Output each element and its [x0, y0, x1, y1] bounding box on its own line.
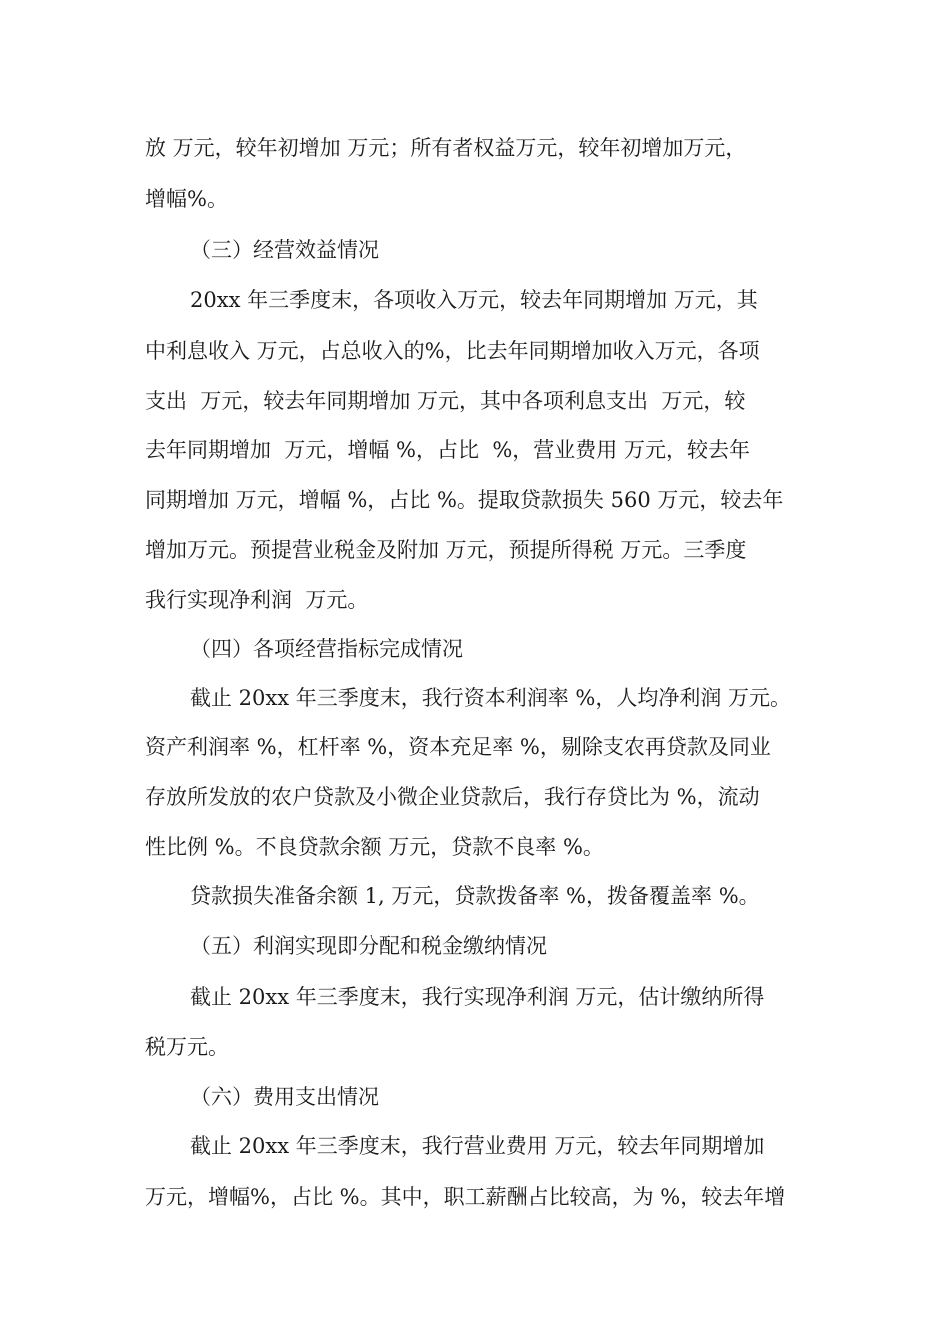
paragraph-line: 性比例 %。不良贷款余额 万元，贷款不良率 %。 — [145, 835, 604, 859]
section-heading: （三）经营效益情况 — [190, 238, 379, 262]
paragraph-line: 万元，增幅%，占比 %。其中，职工薪酬占比较高，为 %，较去年增 — [145, 1185, 786, 1209]
paragraph-line: 税万元。 — [145, 1035, 229, 1059]
section-heading: （六）费用支出情况 — [190, 1085, 379, 1109]
paragraph-line: 截止 20xx 年三季度末，我行资本利润率 %，人均净利润 万元。 — [190, 686, 792, 710]
paragraph-line: 支出 万元，较去年同期增加 万元，其中各项利息支出 万元，较 — [145, 389, 746, 413]
paragraph-line: 放 万元，较年初增加 万元；所有者权益万元，较年初增加万元， — [145, 136, 747, 160]
paragraph-line: 截止 20xx 年三季度末，我行实现净利润 万元，估计缴纳所得 — [190, 985, 765, 1009]
paragraph-line: 去年同期增加 万元，增幅 %，占比 %，营业费用 万元，较去年 — [145, 438, 750, 462]
paragraph-line: 存放所发放的农户贷款及小微企业贷款后，我行存贷比为 %，流动 — [145, 785, 760, 809]
paragraph-line: 中利息收入 万元，占总收入的%，比去年同期增加收入万元，各项 — [145, 339, 760, 363]
paragraph-line: 增加万元。预提营业税金及附加 万元，预提所得税 万元。三季度 — [145, 538, 747, 562]
paragraph-line: 我行实现净利润 万元。 — [145, 588, 369, 612]
paragraph-line: 增幅%。 — [145, 187, 228, 211]
paragraph-line: 截止 20xx 年三季度末，我行营业费用 万元，较去年同期增加 — [190, 1134, 765, 1158]
paragraph-line: 资产利润率 %，杠杆率 %，资本充足率 %，剔除支农再贷款及同业 — [145, 735, 771, 759]
paragraph-line: 贷款损失准备余额 1, 万元，贷款拨备率 %，拨备覆盖率 %。 — [190, 884, 760, 908]
paragraph-line: 同期增加 万元，增幅 %，占比 %。提取贷款损失 560 万元，较去年 — [145, 488, 784, 512]
paragraph-line: 20xx 年三季度末，各项收入万元，较去年同期增加 万元，其 — [190, 288, 758, 312]
section-heading: （四）各项经营指标完成情况 — [190, 637, 463, 661]
section-heading: （五）利润实现即分配和税金缴纳情况 — [190, 934, 547, 958]
